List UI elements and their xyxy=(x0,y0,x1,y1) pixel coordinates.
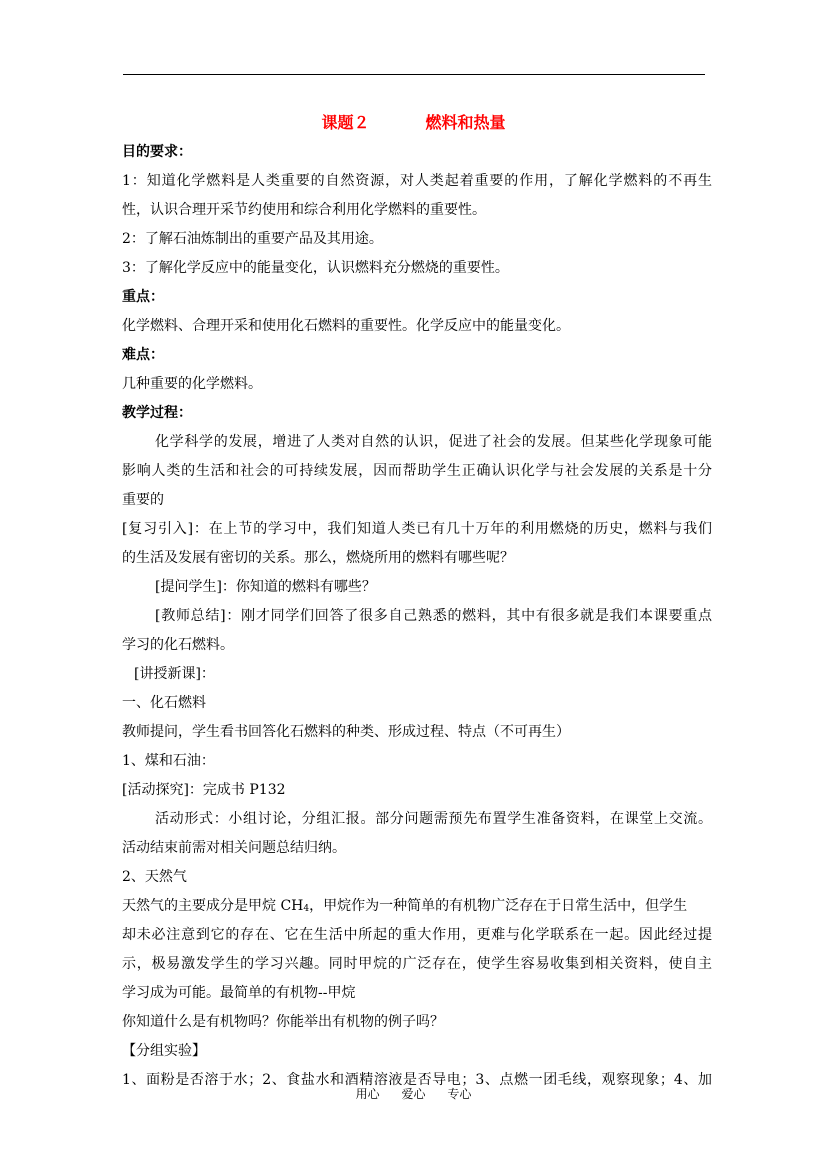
objective-line: 1：知道化学燃料是人类重要的自然资源，对人类起着重要的作用，了解化学燃料的不再生 xyxy=(122,173,712,189)
process-heading: 教学过程： xyxy=(122,405,192,421)
objective-line: 2：了解石油炼制出的重要产品及其用途。 xyxy=(122,231,383,247)
process-line: 重要的 xyxy=(122,492,164,508)
page-title xyxy=(0,110,827,133)
process-line: 影响人类的生活和社会的可持续发展，因而帮助学生正确认识化学与社会发展的关系是十分 xyxy=(122,463,712,479)
key-heading: 重点： xyxy=(122,289,164,305)
process-line: 学习的化石燃料。 xyxy=(122,637,234,653)
difficult-heading: 难点： xyxy=(122,347,164,363)
process-line: 活动结束前需对相关问题总结归纳。 xyxy=(122,840,346,856)
footer-word: 专心 xyxy=(447,1087,472,1101)
gas-line: 学习成为可能。最简单的有机物--甲烷 xyxy=(122,985,356,1001)
header-rule xyxy=(123,74,705,75)
process-line: [复习引入]：在上节的学习中，我们知道人类已有几十万年的利用燃烧的历史，燃料与我们 xyxy=(122,521,712,537)
process-line: 教师提问，学生看书回答化石燃料的种类、形成过程、特点（不可再生） xyxy=(122,724,570,740)
process-line: 化学科学的发展，增进了人类对自然的认识，促进了社会的发展。但某些化学现象可能 xyxy=(155,434,712,450)
gas-line: 你知道什么是有机物吗？你能举出有机物的例子吗？ xyxy=(122,1014,444,1030)
process-line: 活动形式：小组讨论，分组汇报。部分问题需预先布置学生准备资料，在课堂上交流。 xyxy=(155,811,712,827)
process-line: [活动探究]：完成书 P132 xyxy=(122,782,286,798)
key-text: 化学燃料、合理开采和使用化石燃料的重要性。化学反应中的能量变化。 xyxy=(122,318,570,334)
process-line: 1、煤和石油： xyxy=(122,753,215,769)
experiment-heading: 【分组实验】 xyxy=(122,1043,206,1059)
objective-line: 3：了解化学反应中的能量变化，认识燃料充分燃烧的重要性。 xyxy=(122,260,509,276)
gas-line: 示，极易激发学生的学习兴趣。同时甲烷的广泛存在，使学生容易收集到相关资料，使自主 xyxy=(122,956,712,972)
footer-word: 用心 xyxy=(355,1087,380,1101)
process-line: 2、天然气 xyxy=(122,869,187,885)
gas-text-after: ，甲烷作为一种简单的有机物广泛存在于日常生活中，但学生 xyxy=(309,898,688,914)
experiment-line: 1、面粉是否溶于水；2、食盐水和酒精溶液是否导电；3、点燃一团毛线，观察现象；4、加 xyxy=(122,1072,712,1088)
process-line: 一、化石燃料 xyxy=(122,695,206,711)
ch4-subscript: 4 xyxy=(303,904,310,914)
lesson-number: 课题２ xyxy=(321,113,370,132)
difficult-text: 几种重要的化学燃料。 xyxy=(122,376,262,392)
page-footer xyxy=(0,1085,827,1102)
lesson-name: 燃料和热量 xyxy=(425,113,506,132)
objectives-heading: 目的要求： xyxy=(122,144,192,160)
gas-line: 却未必注意到它的存在、它在生活中所起的重大作用，更难与化学联系在一起。因此经过提 xyxy=(122,927,712,943)
process-line: [讲授新课]： xyxy=(134,666,215,682)
document-body xyxy=(122,138,712,1095)
process-line: [提问学生]：你知道的燃料有哪些？ xyxy=(155,579,376,595)
objective-line: 性，认识合理开采节约使用和综合利用化学燃料的重要性。 xyxy=(122,202,486,218)
footer-word: 爱心 xyxy=(401,1087,426,1101)
gas-line xyxy=(122,892,712,921)
process-line: 的生活及发展有密切的关系。那么，燃烧所用的燃料有哪些呢？ xyxy=(122,550,514,566)
process-line: [教师总结]：刚才同学们回答了很多自己熟悉的燃料，其中有很多就是我们本课要重点 xyxy=(155,608,712,624)
gas-text-before: 天然气的主要成分是甲烷 CH xyxy=(122,898,304,914)
